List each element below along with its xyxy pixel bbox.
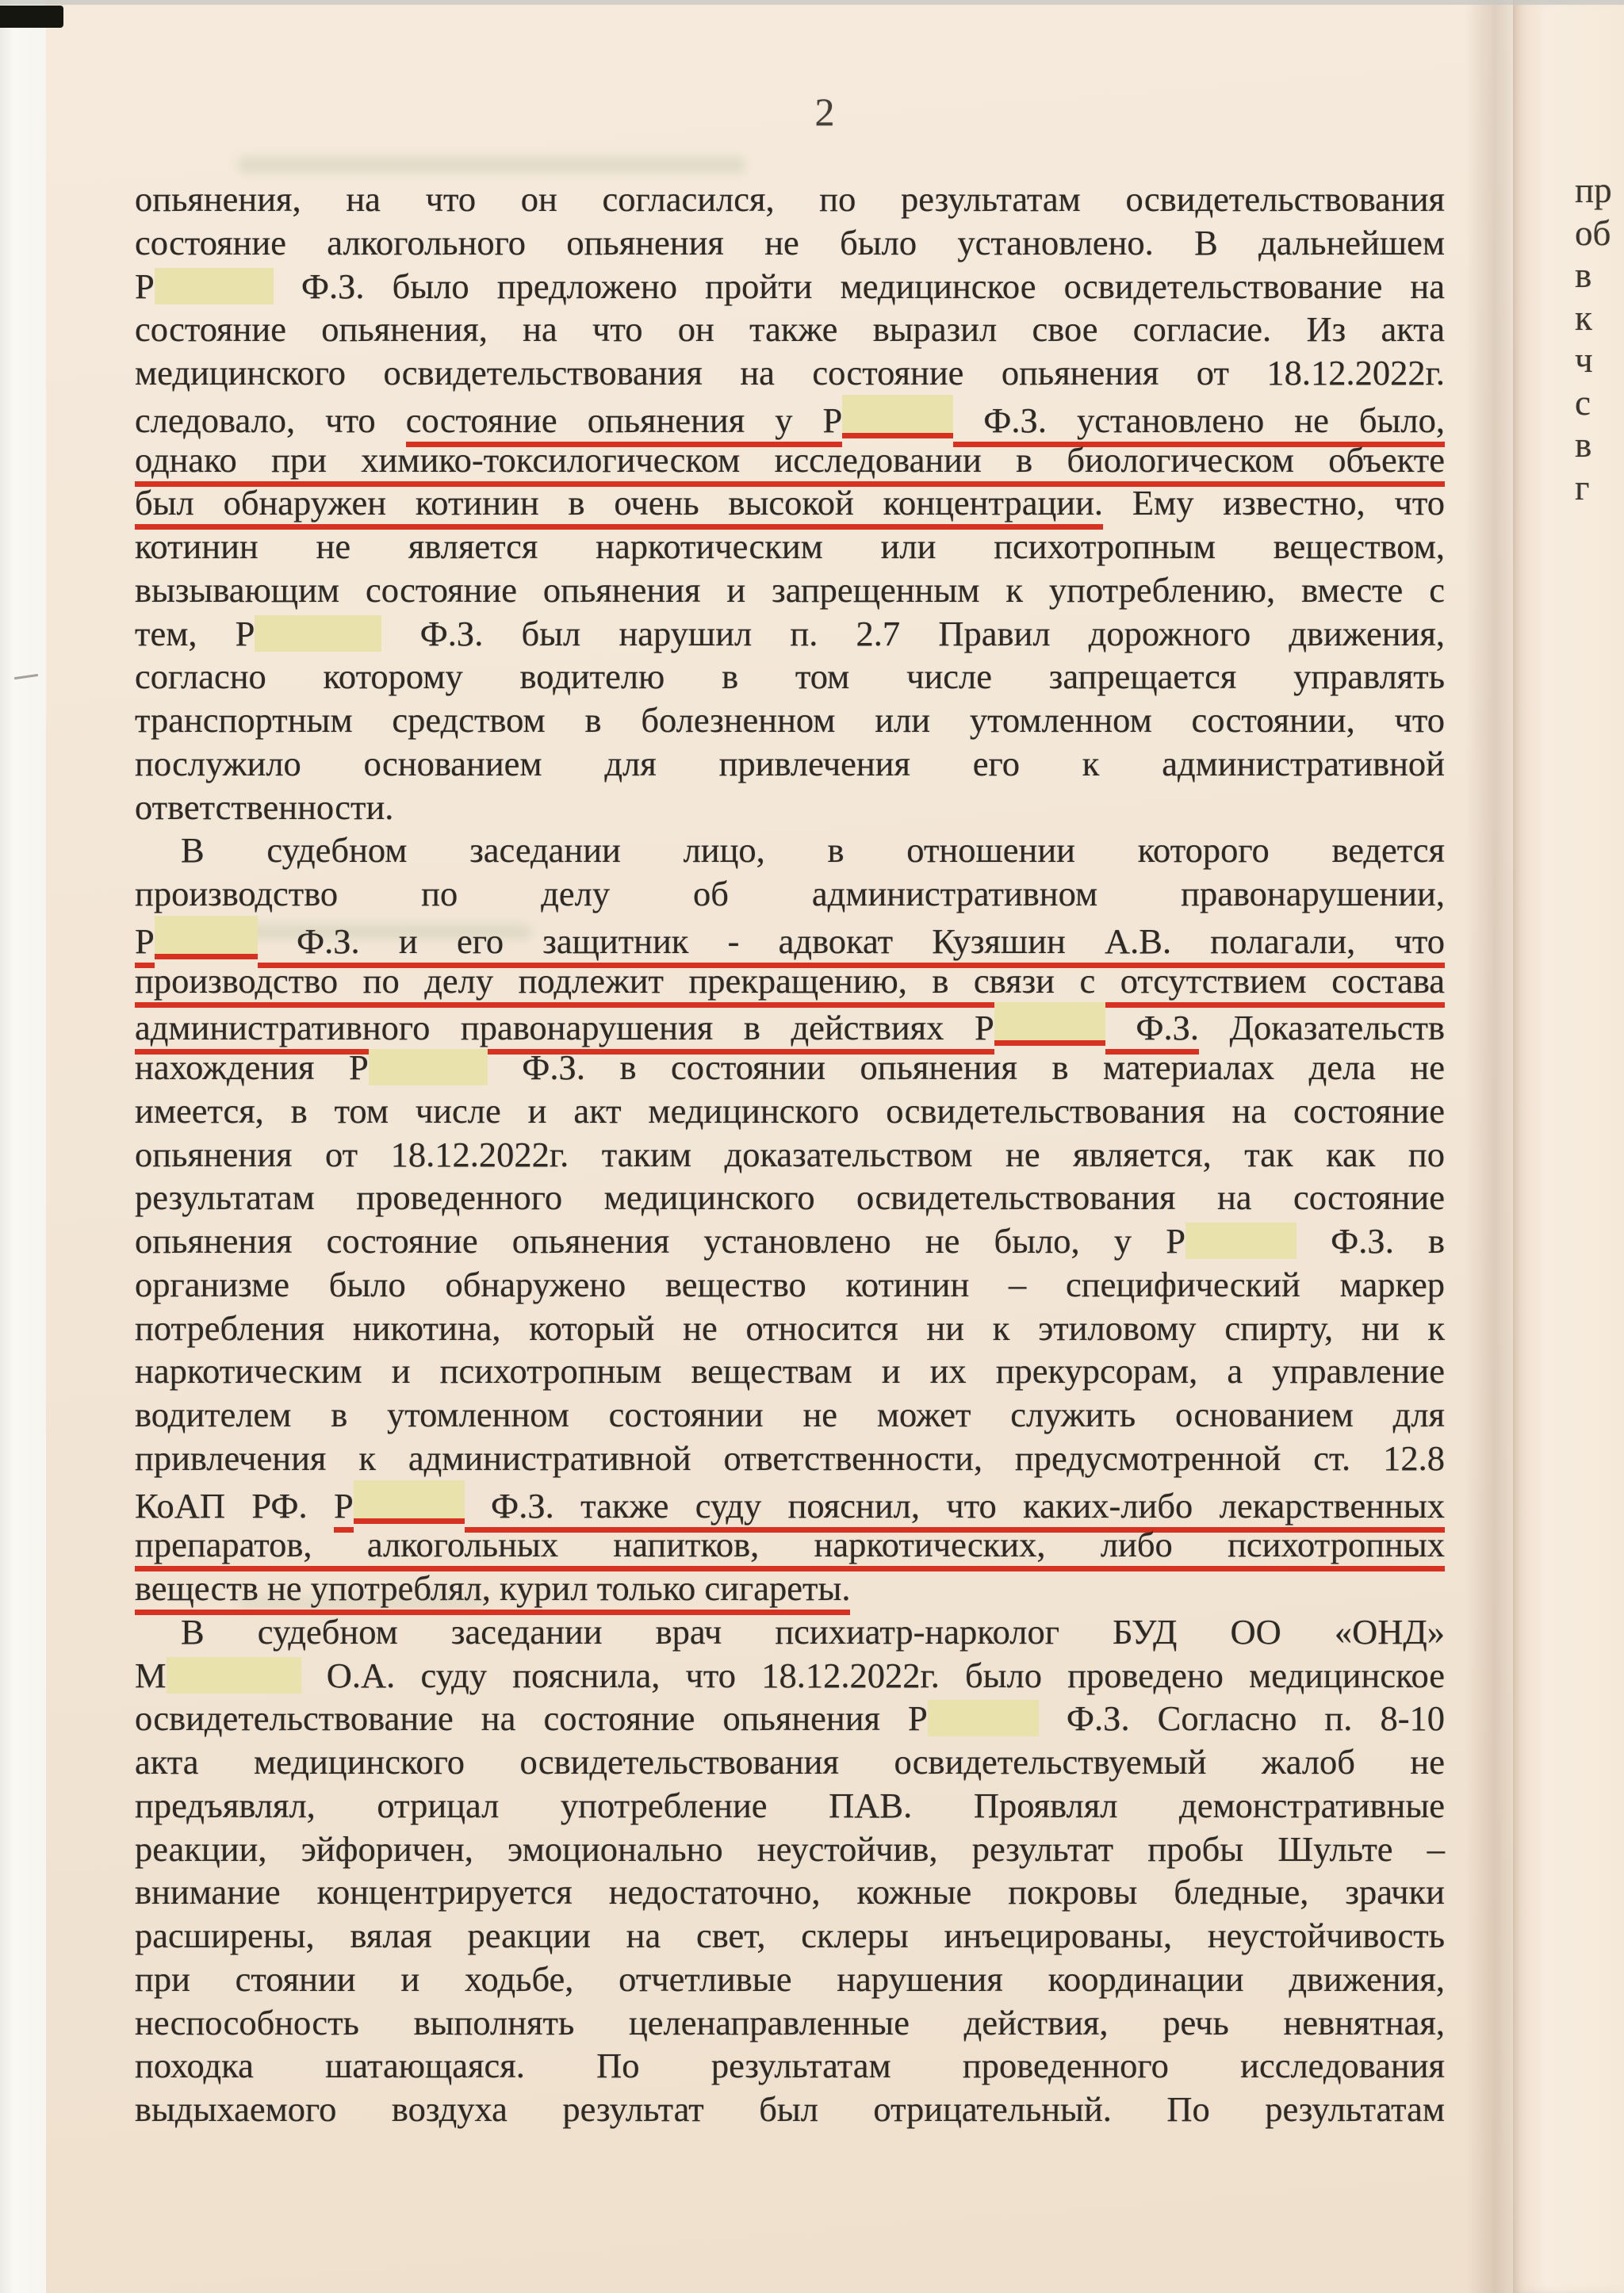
text-line — [135, 308, 1445, 351]
text-line — [135, 1393, 1445, 1437]
text-line — [135, 568, 1445, 612]
text-line — [135, 699, 1445, 742]
redaction-box — [369, 1049, 488, 1085]
text-line — [135, 1740, 1445, 1784]
redaction-box — [155, 268, 274, 304]
text-line — [135, 916, 1445, 959]
text-run: Доказательств — [1199, 1008, 1446, 1048]
text-line — [135, 742, 1445, 786]
text-line — [135, 1046, 1445, 1089]
red-underlined-text: Р — [334, 1486, 354, 1533]
text-line — [135, 438, 1445, 482]
text-run: послужило основанием для привлечения его к административной — [135, 743, 1445, 783]
text-run: при стоянии и ходьбе, отчетливые нарушения координации движения, — [135, 1958, 1445, 1999]
text-run: Ф.З. в состоянии опьянения в материалах дела не — [487, 1047, 1445, 1087]
edge-letter: в — [1575, 425, 1592, 465]
text-run: Ф.З. Согласно п. 8-10 — [1038, 1698, 1446, 1739]
text-line — [135, 2001, 1445, 2045]
redaction-box — [155, 916, 258, 959]
text-run: В судебном заседании врач психиатр-нарколог БУД ОО «ОНД» — [181, 1611, 1445, 1652]
bleed-smudge — [238, 157, 745, 173]
text-run: вызывающим состояние опьянения и запрещенным к употреблению, вместе с — [135, 569, 1445, 610]
text-line — [135, 1610, 1445, 1654]
corner-ink-mark — [0, 6, 63, 28]
text-run: опьянения, на что он согласился, по результатам освидетельствования — [135, 179, 1445, 219]
text-line — [135, 395, 1445, 438]
text-run: Ему известно, что — [1103, 483, 1445, 523]
text-run: предъявлял, отрицал употребление ПАВ. Проявлял демонстративные — [135, 1785, 1445, 1825]
text-line — [135, 1133, 1445, 1177]
text-line — [135, 655, 1445, 699]
text-line — [135, 1002, 1445, 1046]
redaction-box — [354, 1480, 465, 1524]
text-line — [135, 1958, 1445, 2001]
text-line — [135, 959, 1445, 1003]
text-run: опьянения состояние опьянения установлено не было, у Р — [135, 1221, 1185, 1261]
text-run: производство по делу об административном правонарушении, — [135, 874, 1445, 913]
text-line — [135, 1219, 1445, 1263]
text-run: внимание концентрируется недостаточно, кожные покровы бледные, зрачки — [135, 1872, 1445, 1912]
redaction-box — [994, 1002, 1105, 1046]
text-line — [135, 1480, 1445, 1524]
redaction-box — [167, 1657, 301, 1694]
red-underlined-text: веществ не употреблял, курил только сигареты. — [135, 1568, 850, 1615]
red-underlined-text: Ф.З. также суду пояснил, что каких-либо лекарственных — [465, 1486, 1445, 1533]
text-run: наркотическим и психотропным веществам и их прекурсорам, а управление — [135, 1351, 1445, 1391]
text-line — [135, 351, 1445, 395]
text-run: акта медицинского освидетельствования освидетельствуемый жалоб не — [135, 1742, 1445, 1782]
text-line — [135, 265, 1445, 308]
text-run: походка шатающаяся. По результатам проведенного исследования — [135, 2046, 1445, 2086]
text-line — [135, 481, 1445, 525]
edge-letter: в — [1575, 255, 1592, 295]
text-run: освидетельствование на состояние опьянения Р — [135, 1698, 928, 1739]
text-line — [135, 525, 1445, 568]
red-underlined-text: был обнаружен котинин в очень высокой концентрации. — [135, 483, 1103, 530]
text-line — [135, 221, 1445, 265]
text-line — [135, 612, 1445, 656]
red-underlined-text: препаратов, алкогольных напитков, наркотических, либо психотропных — [135, 1525, 1445, 1571]
red-underlined-text: Р — [135, 921, 155, 968]
red-underlined-text: производство по делу подлежит прекращению, в связи с отсутствием состава — [135, 961, 1445, 1008]
text-run: транспортным средством в болезненном или утомленном состоянии, что — [135, 700, 1445, 740]
edge-letter: с — [1575, 382, 1591, 423]
text-run: Р — [135, 266, 155, 306]
text-run: котинин не является наркотическим или психотропным веществом, — [135, 526, 1445, 566]
red-underlined-text: административного правонарушения в действиях Р — [135, 1008, 994, 1055]
text-run: организме было обнаружено вещество котинин – специфический маркер — [135, 1264, 1445, 1304]
text-line — [135, 1914, 1445, 1958]
text-run: расширены, вялая реакции на свет, склеры инъецированы, неустойчивость — [135, 1916, 1445, 1955]
scanner-edge-strip — [0, 0, 46, 2293]
text-line — [135, 1870, 1445, 1914]
text-line — [135, 1349, 1445, 1393]
text-run: согласно которому водителю в том числе запрещается управлять — [135, 657, 1445, 697]
page-fold-shadow — [1465, 0, 1515, 2293]
text-run: КоАП РФ. — [135, 1485, 334, 1525]
red-underlined-text: Ф.З. и его защитник - адвокат Кузяшин А.В. полагали, что — [258, 921, 1445, 968]
edge-letter: г — [1575, 467, 1590, 507]
text-run: М — [135, 1655, 167, 1695]
adjacent-page-text-fragments — [1575, 170, 1624, 509]
text-line — [135, 1828, 1445, 1871]
text-line — [135, 1089, 1445, 1133]
red-underlined-text: Ф.З. — [1105, 1008, 1199, 1055]
red-underlined-text: состояние опьянения у Р — [406, 400, 843, 447]
text-run: состояние алкогольного опьянения не было установлено. В дальнейшем — [135, 222, 1445, 262]
text-run: потребления никотина, который не относится ни к этиловому спирту, ни к — [135, 1307, 1445, 1348]
text-line — [135, 178, 1445, 221]
text-run: О.А. суду пояснила, что 18.12.2022г. было проведено медицинское — [301, 1655, 1445, 1695]
text-run: Ф.З. было предложено пройти медицинское освидетельствование на — [273, 266, 1445, 306]
text-run: медицинского освидетельствования на состояние опьянения от 18.12.2022г. — [135, 353, 1445, 392]
text-line — [135, 1654, 1445, 1698]
text-run: имеется, в том числе и акт медицинского освидетельствования на состояние — [135, 1090, 1445, 1131]
text-run: следовало, что — [135, 400, 406, 440]
text-run: опьянения от 18.12.2022г. таким доказательством не является, так как по — [135, 1134, 1445, 1174]
text-run: Ф.З. был нарушил п. 2.7 Правил дорожного движения, — [381, 613, 1445, 653]
text-run: ответственности. — [135, 787, 394, 827]
text-line — [135, 872, 1445, 916]
redaction-box — [1185, 1223, 1297, 1259]
text-line — [135, 829, 1445, 872]
text-run: неспособность выполнять целенаправленные действия, речь невнятная, — [135, 2002, 1445, 2042]
text-line — [135, 2044, 1445, 2088]
text-run: В судебном заседании лицо, в отношении которого ведется — [181, 830, 1445, 871]
text-run: тем, Р — [135, 613, 255, 653]
text-line — [135, 2088, 1445, 2131]
edge-letter: об — [1575, 212, 1611, 253]
text-run: Ф.З. в — [1296, 1221, 1445, 1261]
redaction-box — [255, 615, 381, 652]
text-run: состояние опьянения, на что он также выразил свое согласие. Из акта — [135, 309, 1445, 350]
edge-letter: пр — [1575, 170, 1612, 210]
text-line — [135, 1263, 1445, 1307]
text-run: выдыхаемого воздуха результат был отрицательный. По результатам — [135, 2089, 1445, 2129]
red-underlined-text: однако при химико-токсилогическом исследовании в биологическом объекте — [135, 440, 1445, 487]
text-line — [135, 1176, 1445, 1219]
text-line — [135, 1784, 1445, 1828]
edge-letter: ч — [1575, 340, 1593, 380]
text-run: привлечения к административной ответственности, предусмотренной ст. 12.8 — [135, 1437, 1445, 1478]
redaction-box — [928, 1700, 1039, 1736]
text-line — [135, 1437, 1445, 1480]
text-line — [135, 1567, 1445, 1610]
text-line — [135, 1523, 1445, 1567]
edge-letter: к — [1575, 297, 1592, 338]
text-line — [135, 786, 1445, 829]
text-run: нахождения Р — [135, 1047, 369, 1087]
redaction-box — [842, 395, 953, 438]
text-run: водителем в утомленном состоянии не может служить основанием для — [135, 1395, 1445, 1434]
text-line — [135, 1697, 1445, 1740]
text-run: результатам проведенного медицинского освидетельствования на состояние — [135, 1177, 1445, 1218]
text-line — [135, 1307, 1445, 1350]
page-number: 2 — [814, 90, 835, 134]
document-text-block — [135, 178, 1445, 2131]
text-run: реакции, эйфоричен, эмоционально неустойчив, результат пробы Шульте – — [135, 1828, 1445, 1869]
scan-top-edge — [0, 0, 1624, 5]
red-underlined-text: Ф.З. установлено не было, — [953, 400, 1445, 447]
